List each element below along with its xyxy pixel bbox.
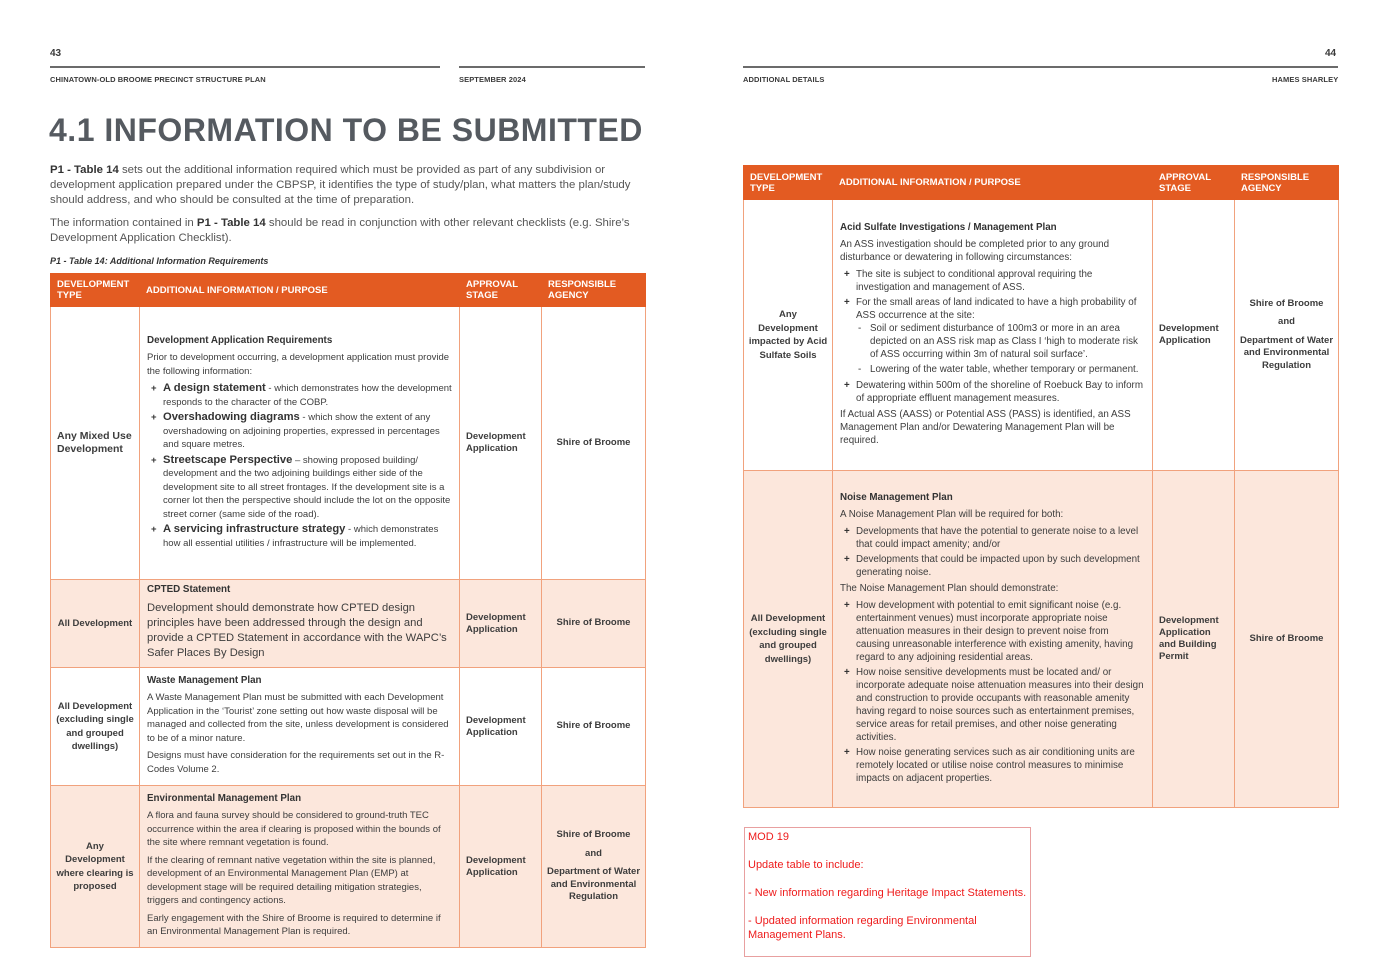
page-number-left: 43 [50,48,62,59]
responsible-agency: Shire of Broome [542,580,646,668]
agency-name: Department of Water and Environmental Regulation [546,866,641,903]
info-requirements-table-right [743,165,1339,808]
approval-stage: Development Application [1153,200,1235,471]
list-item: + How development with potential to emit significant noise (e.g. entertainment venues) must incorporate appropriate noise attenuation measures in their design to prevent noise from causing unreasonable interference with existing amenity, having regard to any adjoining residential areas. [844,600,1134,663]
header-date: SEPTEMBER 2024 [459,75,526,84]
development-type: Any Development where clearing is proposed [51,786,140,948]
requirement-text: Prior to development occurring, a development application must provide the following information: [147,352,450,377]
requirement-list [147,382,452,550]
list-item [147,382,452,409]
bullet-icon: + [151,383,157,395]
requirement-heading: Environmental Management Plan [147,792,302,804]
approval-stage: Development Application [460,307,542,580]
item-title: Streetscape Perspective [163,453,293,466]
information-cell [140,307,460,580]
requirement-text: A flora and fauna survey should be considered to ground-truth TEC occurrence within the area if clearing is proposed within the bounds of the site where remnant vegetation is found. [147,810,441,848]
header-company: HAMES SHARLEY [1272,75,1339,84]
requirement-text: A Noise Management Plan will be required for both: [840,509,1064,520]
sub-list-item: - Soil or sediment disturbance of 100m3 or more in an area depicted on an ASS risk map as Class I ‘high to moderate risk of ASS occurring within 3m of natural soil surface’. [858,322,1138,360]
bullet-icon: + [844,554,850,565]
col-header-info: ADDITIONAL INFORMATION / PURPOSE [833,166,1153,200]
approval-stage: Development Application [460,668,542,786]
table-caption: P1 - Table 14: Additional Information Requirements [50,256,269,266]
header-rule-left-a [50,66,440,68]
table-row [744,200,1339,471]
mod-title: MOD 19 [748,831,789,843]
development-type: All Development [51,580,140,668]
list-item [147,523,452,550]
dash-icon: - [858,322,862,334]
bullet-icon: + [844,667,850,678]
intro-paragraph-1 [50,163,650,208]
information-cell [833,200,1153,471]
table-reference: P1 - Table 14 [50,164,119,176]
mod-line: Update table to include: [748,859,864,871]
responsible-agency [1235,200,1339,471]
modification-note [744,827,1031,957]
page-number-right: 44 [1325,48,1337,59]
list-item: + Dewatering within 500m of the shoreline of Roebuck Bay to inform of appropriate effluent management measures. [844,379,1143,404]
agency-conjunction: and [585,847,602,859]
table-header-row [51,274,646,307]
requirement-text: The Noise Management Plan should demonstrate: [840,583,1059,594]
bullet-icon: + [844,296,850,308]
col-header-type: DEVELOPMENT TYPE [744,166,833,200]
intro-text: sets out the additional information required which must be provided as part of any subdivision or development application prepared under the CBPSP, it identifies the type of study/plan, what matters the plan/study should address, and who should be consulted at the time of preparation. [50,164,631,206]
list-item: + Developments that have the potential to generate noise to a level that could impact amenity; and/or [844,526,1139,550]
bullet-icon: + [151,524,157,536]
col-header-info: ADDITIONAL INFORMATION / PURPOSE [140,274,460,307]
header-rule-left-b [459,66,645,68]
item-text: - which demonstrates how the development responds to the character of the COBP. [163,383,452,408]
mod-line: - New information regarding Heritage Impact Statements. [748,887,1027,899]
table-row [51,307,646,580]
sub-list-item: - Lowering of the water table, whether temporary or permanent. [858,363,1139,375]
header-section: ADDITIONAL DETAILS [743,75,825,84]
bullet-icon: + [844,747,850,758]
agency-conjunction: and [1278,316,1295,328]
header-rule-right [743,66,1338,68]
requirement-heading: Acid Sulfate Investigations / Management Plan [840,221,1057,233]
agency-name: Shire of Broome [556,829,631,841]
table-row [744,471,1339,808]
bullet-icon: + [844,600,850,611]
item-text: - which demonstrates how all essential utilities / infrastructure will be implemented. [163,524,439,549]
bullet-icon: + [844,526,850,537]
item-title: A servicing infrastructure strategy [163,523,346,536]
info-requirements-table-left [50,273,646,948]
bullet-icon: + [151,412,157,424]
requirement-list [840,599,1145,785]
item-text: - which show the extent of any overshadowing on adjoining properties, expressed in percentages and square metres. [163,412,440,451]
list-item [147,411,452,452]
list-item: + The site is subject to conditional approval requiring the investigation and management of ASS. [844,268,1093,293]
list-item: + How noise sensitive developments must be located and/ or incorporate adequate noise attenuation measures into their design and construction to provide occupants with reasonable amenity having regard to noise sources such as entertainment premises, service areas for retail premises, and other noise generating activities. [844,667,1144,743]
col-header-agency: RESPONSIBLE AGENCY [1235,166,1339,200]
information-cell [833,471,1153,808]
dash-icon: - [858,363,862,375]
table-row [51,580,646,668]
item-text: – showing proposed building/ development and the two adjoining buildings either side of the development site to all street frontages. If the development site is a corner lot then the perspective should include the lot on the opposite street corner (same side of the road). [163,454,451,520]
requirement-list [840,268,1145,405]
requirement-heading: CPTED Statement [147,584,231,596]
requirement-heading: Development Application Requirements [147,334,333,346]
requirement-text: A Waste Management Plan must be submitted with each Development Application in the ‘Tourist’ zone setting out how waste disposal will be managed and collected from the site, unless development is considered to be of a minor nature. [147,692,449,744]
information-cell [140,786,460,948]
table-row [51,668,646,786]
requirement-list [840,525,1145,579]
list-item: + Developments that could be impacted upon by such development generating noise. [844,554,1140,578]
sub-list [856,322,1145,376]
agency-name: Shire of Broome [1249,297,1324,309]
page-title: 4.1 INFORMATION TO BE SUBMITTED [49,112,643,148]
development-type: All Development (excluding single and grouped dwellings) [51,668,140,786]
requirement-text: Early engagement with the Shire of Broome is required to determine if an Environmental Management Plan is required. [147,912,441,937]
development-type: All Development (excluding single and grouped dwellings) [744,471,833,808]
bullet-icon: + [844,268,850,280]
approval-stage: Development Application [460,786,542,948]
requirement-heading: Noise Management Plan [840,492,953,503]
requirement-text: An ASS investigation should be completed prior to any ground disturbance or dewatering in following circumstances: [840,238,1110,263]
intro-text: should be read in conjunction with other relevant checklists (e.g. Shire’s Development Application Checklist). [50,217,630,244]
bullet-icon: + [844,379,850,391]
requirement-text: If the clearing of remnant native vegetation within the site is planned, development of an Environmental Management Plan (EMP) at development stage will be required detailing mitigation strategies, triggers and contingency actions. [147,854,436,906]
col-header-stage: APPROVAL STAGE [1153,166,1235,200]
mod-line: - Updated information regarding Environmental Management Plans. [748,915,977,941]
list-item [147,454,452,522]
information-cell [140,668,460,786]
header-document-title: CHINATOWN-OLD BROOME PRECINCT STRUCTURE PLAN [50,75,266,84]
col-header-type: DEVELOPMENT TYPE [51,274,140,307]
development-type: Any Development impacted by Acid Sulfate Soils [744,200,833,471]
approval-stage: Development Application [460,580,542,668]
approval-stage: Development Application and Building Permit [1153,471,1235,808]
col-header-stage: APPROVAL STAGE [460,274,542,307]
responsible-agency [542,786,646,948]
table-row [51,786,646,948]
requirement-heading: Waste Management Plan [147,674,262,686]
information-cell [140,580,460,668]
item-title: A design statement [163,382,266,395]
intro-text: The information contained in [50,217,197,229]
table-header-row [744,166,1339,200]
requirement-text: Designs must have consideration for the requirements set out in the R-Codes Volume 2. [147,750,445,775]
list-item: + How noise generating services such as air conditioning units are remotely located or utilise noise control measures to minimise impacts on adjacent properties. [844,747,1135,784]
requirement-text: If Actual ASS (AASS) or Potential ASS (PASS) is identified, an ASS Management Plan and/or Dewatering Management Plan will be required. [840,408,1131,446]
intro-paragraph-2 [50,216,650,246]
col-header-agency: RESPONSIBLE AGENCY [542,274,646,307]
responsible-agency: Shire of Broome [542,307,646,580]
table-reference: P1 - Table 14 [196,217,266,229]
responsible-agency: Shire of Broome [1235,471,1339,808]
bullet-icon: + [151,454,157,466]
requirement-text: Development should demonstrate how CPTED design principles have been addressed through the design and provide a CPTED Statement in accordance with the WAPC’s Safer Places By Design [147,601,447,659]
responsible-agency: Shire of Broome [542,668,646,786]
list-item: + For the small areas of land indicated to have a high probability of ASS occurrence at the site: - Soil or sediment disturbance of 100m3 or more in an area depicted on an ASS risk map as Class I ‘high to moderate risk of ASS occurring within 3m of natural soil surface’. - Lowering of the water table, whether temporary or permanent. [840,296,1145,376]
development-type: Any Mixed Use Development [51,307,140,580]
agency-name: Department of Water and Environmental Regulation [1239,334,1334,371]
item-title: Overshadowing diagrams [163,411,300,424]
